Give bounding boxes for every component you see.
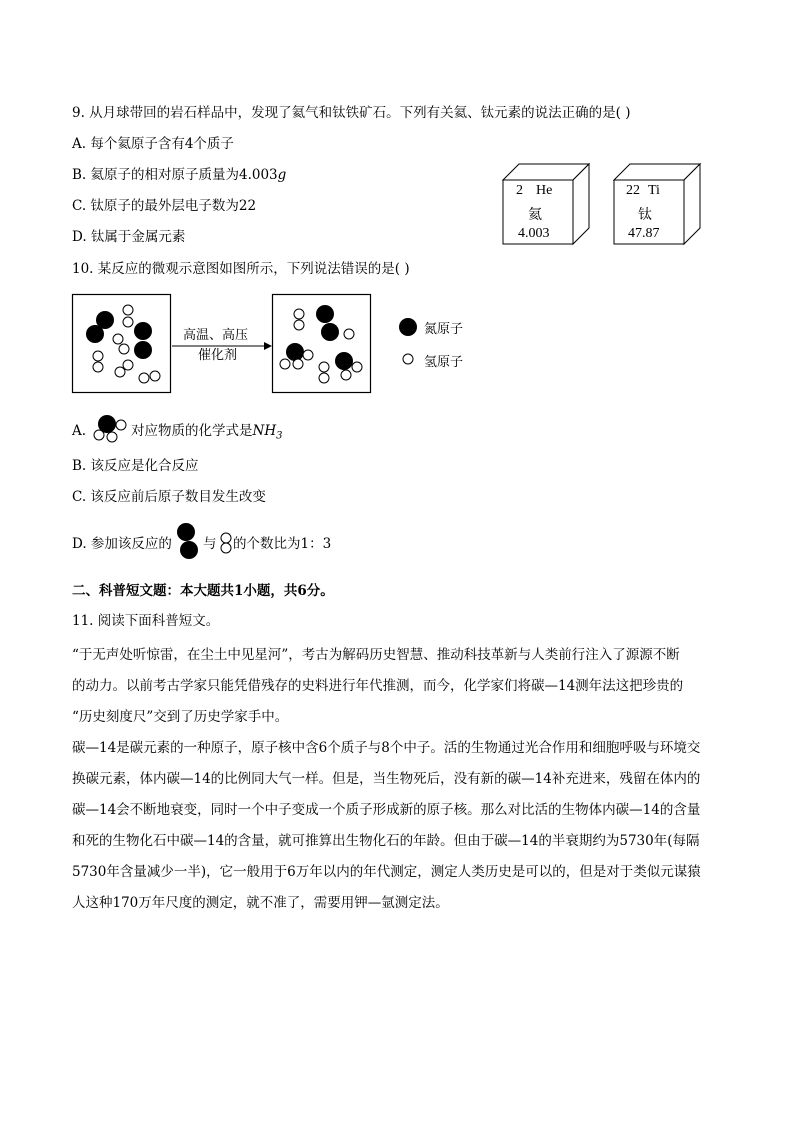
q11-paragraph2-line5: 5730年含量减少一半)，它一般用于6万年以内的年代测定，测定人类历史是可以的，但是对于类似元谋猿: [72, 864, 701, 880]
q11-paragraph2-line2: 换碳元素，体内碳—14的比例同大气一样。但是，当生物死后，没有新的碳—14补充进来，残留在体内的: [72, 771, 701, 787]
q10-option-c: C. 该反应前后原子数目发生改变: [72, 489, 266, 505]
q10-stem: 10. 某反应的微观示意图如图所示，下列说法错误的是( ): [72, 261, 410, 277]
q11-paragraph1-line1: “于无声处听惊雷，在尘土中见星河”，考古为解码历史智慧、推动科技革新与人类前行注入了源源不断: [72, 647, 680, 663]
q11-paragraph2-line3: 碳—14会不断地衰变，同时一个中子变成一个质子形成新的原子核。那么对比活的生物体内碳—14的含量: [72, 802, 701, 818]
ti-symbol: Ti: [648, 183, 660, 198]
hydrogen-molecule-icon: [219, 532, 233, 556]
q9-option-d: D. 钛属于金属元素: [72, 229, 186, 245]
section-2-heading: 二、科普短文题：本大题共1小题，共6分。: [72, 583, 334, 599]
ti-name: 钛: [638, 208, 652, 223]
he-symbol: He: [536, 183, 553, 198]
reactant-particles-box: [72, 294, 172, 394]
q10-option-d-end: 的个数比为1：3: [233, 536, 332, 552]
nitrogen-molecule-icon: [176, 522, 200, 562]
q10-option-d-mid: 与: [203, 536, 217, 552]
q11-paragraph2-line4: 和死的生物化石中碳—14的含量，就可推算出生物化石的年龄。但由于碳—14的半衰期约为5730年(每隔: [72, 833, 700, 849]
q10-option-a-label: A.: [72, 423, 87, 439]
reaction-condition-bottom: 催化剂: [198, 348, 238, 363]
nitrogen-atom-icon: [398, 317, 418, 337]
q10-option-b: B. 该反应是化合反应: [72, 458, 199, 474]
he-name: 氦: [528, 208, 542, 223]
q11-paragraph2-line6: 人这种170万年尺度的测定，就不准了，需要用钾—氩测定法。: [72, 895, 449, 911]
q11-paragraph2-line1: 碳—14是碳元素的一种原子，原子核中含6个质子与8个中子。活的生物通过光合作用和细胞呼吸与环境交: [72, 740, 701, 756]
q10-option-a-text: 对应物质的化学式是$NH_3$: [131, 423, 283, 442]
q11-paragraph1-line2: 的动力。以前考古学家只能凭借残存的史料进行年代推测，而今，化学家们将碳—14测年法这把珍贵的: [72, 678, 684, 694]
ti-atomic-number: 22: [626, 183, 640, 198]
q9-option-c: C. 钛原子的最外层电子数为22: [72, 198, 257, 214]
q11-stem: 11. 阅读下面科普短文。: [72, 613, 220, 629]
legend-hydrogen-label: 氢原子: [424, 355, 464, 370]
ti-mass: 47.87: [628, 226, 660, 241]
q10-option-d-label: D. 参加该反应的: [72, 536, 172, 552]
q9-option-b: B. 氦原子的相对原子质量为4.003g: [72, 167, 287, 183]
reaction-condition-top: 高温、高压: [183, 328, 249, 343]
he-atomic-number: 2: [516, 183, 523, 198]
he-mass: 4.003: [518, 226, 550, 241]
q9-option-a: A. 每个氦原子含有4个质子: [72, 136, 234, 152]
legend-nitrogen-label: 氮原子: [424, 322, 464, 337]
hydrogen-atom-icon: [402, 353, 414, 365]
q11-paragraph1-line3: “历史刻度尺”交到了历史学家手中。: [72, 709, 289, 725]
product-particles-box: [272, 294, 372, 394]
q9-stem: 9. 从月球带回的岩石样品中，发现了氦气和钛铁矿石。下列有关氦、钛元素的说法正确的是( ): [72, 105, 631, 121]
ammonia-molecule-icon: [92, 414, 130, 444]
